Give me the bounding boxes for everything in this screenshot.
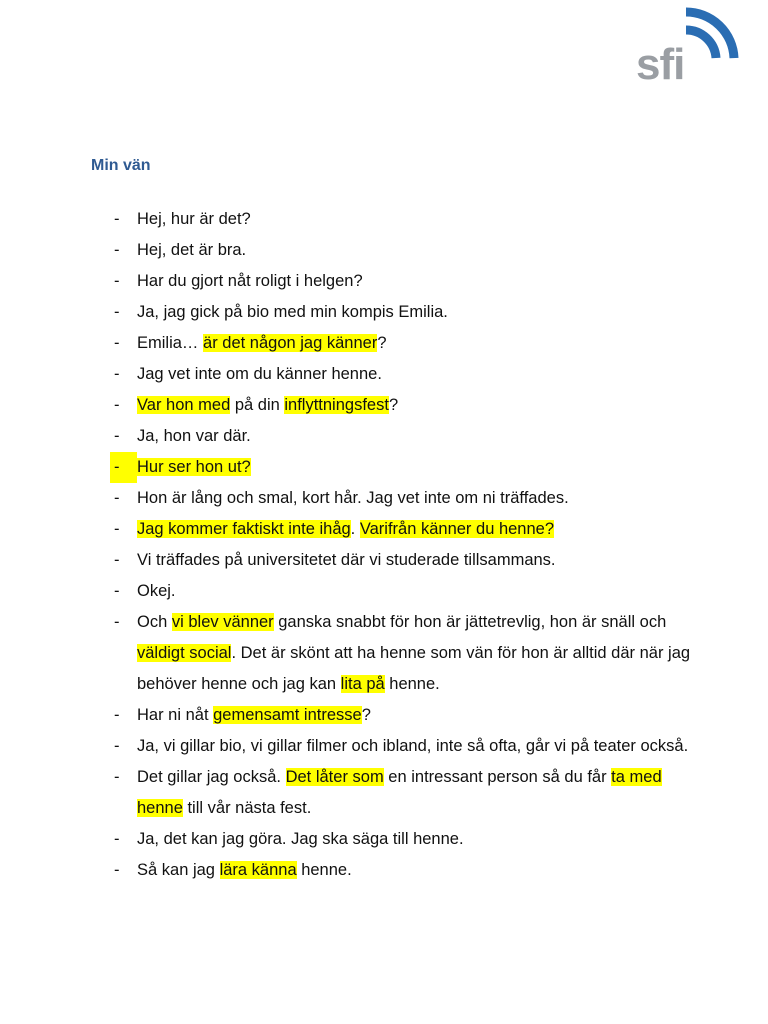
text-segment: Så kan jag bbox=[137, 861, 220, 879]
text-segment: . bbox=[350, 520, 360, 538]
dialogue-line bbox=[110, 607, 700, 700]
dialogue-text bbox=[137, 700, 700, 731]
dialogue-text bbox=[137, 762, 700, 824]
highlighted-phrase: Var hon med bbox=[137, 396, 231, 414]
bullet-dash: - bbox=[114, 365, 120, 383]
highlighted-phrase: Det låter som bbox=[285, 768, 384, 786]
highlighted-phrase: gemensamt intresse bbox=[213, 706, 362, 724]
dialogue-text bbox=[137, 607, 700, 700]
dialogue-line bbox=[110, 514, 700, 545]
dialogue-line bbox=[110, 576, 700, 607]
bullet-dash: - bbox=[114, 706, 120, 724]
dialogue-line bbox=[110, 762, 700, 824]
bullet-dash: - bbox=[114, 520, 120, 538]
bullet-dash: - bbox=[114, 427, 120, 445]
bullet-dash: - bbox=[114, 272, 120, 290]
dialogue-line bbox=[110, 421, 700, 452]
dialogue-line bbox=[110, 359, 700, 390]
bullet-dash: - bbox=[114, 830, 120, 848]
dialogue-line bbox=[110, 700, 700, 731]
bullet-dash: - bbox=[114, 613, 120, 631]
bullet-dash: - bbox=[110, 452, 137, 483]
text-segment: henne. bbox=[384, 675, 440, 693]
bullet-dash: - bbox=[114, 396, 120, 414]
bullet-dash: - bbox=[114, 334, 120, 352]
dialogue-text bbox=[137, 390, 700, 421]
dialogue-text bbox=[137, 452, 700, 483]
text-segment: ? bbox=[361, 706, 371, 724]
dialogue-text bbox=[137, 855, 700, 886]
highlighted-phrase: väldigt social bbox=[137, 644, 232, 662]
bullet-dash: - bbox=[114, 861, 120, 879]
dialogue-line bbox=[110, 328, 700, 359]
text-segment: Ja, jag gick på bio med min kompis Emilia. bbox=[137, 303, 448, 321]
text-segment: Vi träffades på universitetet där vi studerade tillsammans. bbox=[137, 551, 556, 569]
dialogue-line bbox=[110, 266, 700, 297]
text-segment: Okej. bbox=[137, 582, 176, 600]
text-segment: en intressant person så du får bbox=[383, 768, 612, 786]
dialogue-text bbox=[137, 731, 700, 762]
dialogue-line bbox=[110, 731, 700, 762]
text-segment: Det gillar jag också. bbox=[137, 768, 286, 786]
dialogue-line bbox=[110, 297, 700, 328]
text-segment: . Det är skönt att ha henne som vän för hon är alltid där när jag behöver henne och jag kan bbox=[137, 644, 691, 693]
text-segment: Hon är lång och smal, kort hår. Jag vet inte om ni träffades. bbox=[137, 489, 569, 507]
text-segment: till vår nästa fest. bbox=[182, 799, 312, 817]
dialogue-text bbox=[137, 421, 700, 452]
dialogue-line bbox=[110, 390, 700, 421]
text-segment: henne. bbox=[296, 861, 352, 879]
bullet-dash: - bbox=[114, 551, 120, 569]
bullet-dash: - bbox=[114, 737, 120, 755]
text-segment: Ja, hon var där. bbox=[137, 427, 251, 445]
dialogue-text bbox=[137, 576, 700, 607]
dialogue-list bbox=[110, 204, 700, 886]
text-segment: ganska snabbt för hon är jättetrevlig, hon är snäll och bbox=[273, 613, 667, 631]
dialogue-line bbox=[110, 483, 700, 514]
dialogue-text bbox=[137, 328, 700, 359]
highlighted-phrase: lära känna bbox=[219, 861, 297, 879]
text-segment: Ja, vi gillar bio, vi gillar filmer och ibland, inte så ofta, går vi på teater också. bbox=[137, 737, 689, 755]
dialogue-line bbox=[110, 452, 700, 483]
text-segment: Hej, det är bra. bbox=[137, 241, 247, 259]
bullet-dash: - bbox=[114, 210, 120, 228]
bullet-dash: - bbox=[114, 768, 120, 786]
text-segment: ? bbox=[377, 334, 387, 352]
dialogue-text bbox=[137, 359, 700, 390]
text-segment: Ja, det kan jag göra. Jag ska säga till henne. bbox=[137, 830, 464, 848]
dialogue-text bbox=[137, 266, 700, 297]
bullet-dash: - bbox=[114, 303, 120, 321]
highlighted-phrase: ta med henne bbox=[137, 768, 662, 817]
bullet-dash: - bbox=[114, 241, 120, 259]
dialogue-line bbox=[110, 235, 700, 266]
highlighted-phrase: lita på bbox=[340, 675, 385, 693]
highlighted-phrase: Hur ser hon ut? bbox=[137, 458, 251, 476]
highlighted-phrase: vi blev vänner bbox=[171, 613, 274, 631]
dialogue-line bbox=[110, 824, 700, 855]
text-segment: Har du gjort nåt roligt i helgen? bbox=[137, 272, 363, 290]
logo-text: sfi bbox=[636, 40, 685, 89]
dialogue-text bbox=[137, 824, 700, 855]
dialogue-line bbox=[110, 545, 700, 576]
dialogue-text bbox=[137, 483, 700, 514]
dialogue-text bbox=[137, 204, 700, 235]
dialogue-line bbox=[110, 855, 700, 886]
highlighted-phrase: Varifrån känner du henne? bbox=[359, 520, 555, 538]
text-segment: Och bbox=[137, 613, 172, 631]
highlighted-phrase: är det någon jag känner bbox=[203, 334, 378, 352]
sfi-logo bbox=[628, 0, 744, 96]
dialogue-text bbox=[137, 235, 700, 266]
text-segment: ? bbox=[388, 396, 399, 414]
dialogue-text bbox=[137, 297, 700, 328]
dialogue-text bbox=[137, 545, 700, 576]
text-segment: Hej, hur är det? bbox=[137, 210, 251, 228]
text-segment: Emilia… bbox=[137, 334, 204, 352]
page-title: Min vän bbox=[91, 157, 151, 174]
text-segment: på din bbox=[230, 396, 285, 414]
text-segment: Har ni nåt bbox=[137, 706, 214, 724]
dialogue-line bbox=[110, 204, 700, 235]
bullet-dash: - bbox=[114, 489, 120, 507]
dialogue-text bbox=[137, 514, 700, 545]
highlighted-phrase: Jag kommer faktiskt inte ihåg bbox=[137, 520, 351, 538]
bullet-dash: - bbox=[114, 582, 120, 600]
highlighted-phrase: inflyttningsfest bbox=[284, 396, 389, 414]
text-segment: Jag vet inte om du känner henne. bbox=[137, 365, 382, 383]
